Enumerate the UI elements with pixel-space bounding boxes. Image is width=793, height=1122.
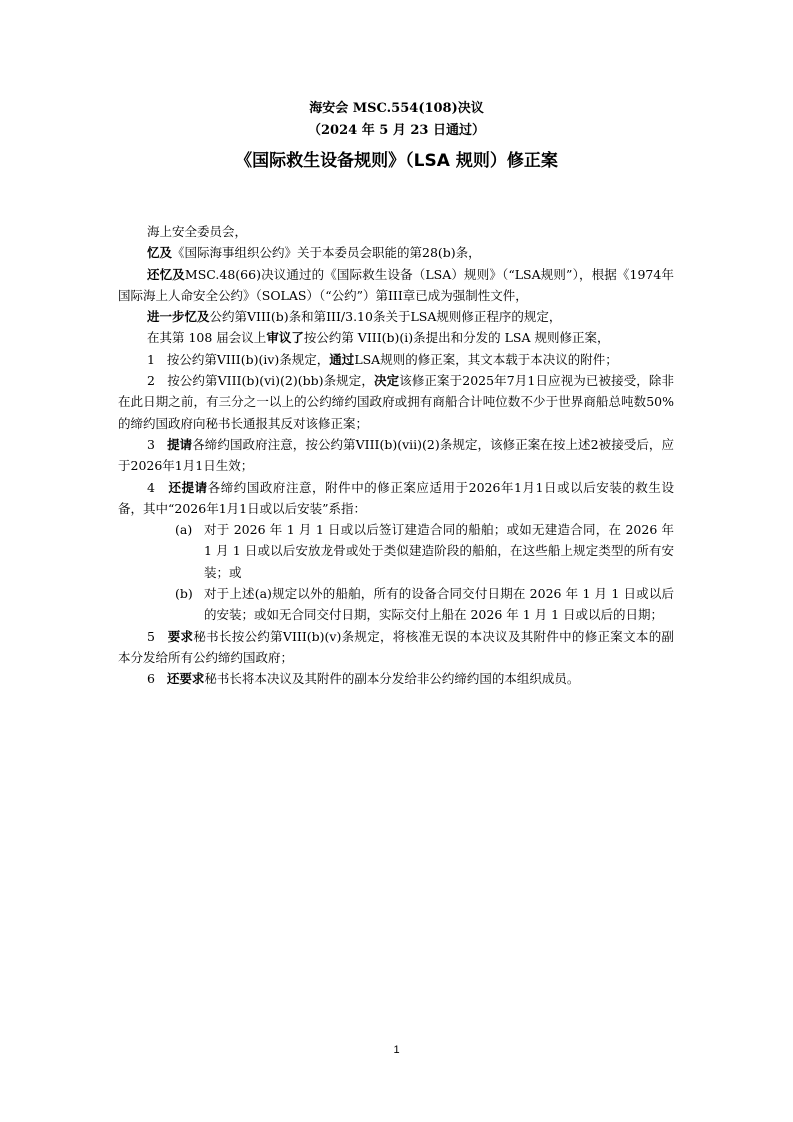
operative-para-3: 3 提请各缔约国政府注意，按公约第VIII(b)(vii)(2)条规定，该修正案在按上述2被接受后，应于2026年1月1日生效； [118, 436, 674, 474]
preamble-considered: 在其第 108 届会议上审议了按公约第 VIII(b)(i)条提出和分发的 LSA 规则修正案， [147, 330, 610, 346]
preamble-recalling-also: 还忆及MSC.48(66)决议通过的《国际救生设备（LSA）规则》（“LSA规则”），根据《1974年国际海上人命安全公约》（SOLAS）（“公约”）第III章已成为强制性文件， [118, 266, 674, 303]
subparagraph-b-label: (b) [175, 586, 193, 602]
operative-para-6: 6 还要求秘书长将本决议及其附件的副本分发给非公约缔约国的本组织成员。 [147, 671, 580, 687]
adoption-date: （2024 年 5 月 23 日通过） [308, 123, 485, 138]
subparagraph-a-label: (a) [175, 522, 193, 538]
operative-para-2: 2 按公约第VIII(b)(vi)(2)(bb)条规定，决定该修正案于2025年7月1日应视为已被接受，除非在此日期之前，有三分之一以上的公约缔约国政府或拥有商船合计吨位数不少于世界商船总吨数50%的缔约国政府向秘书长通报其反对该修正案； [118, 373, 675, 431]
operative-para-1: 1 按公约第VIII(b)(iv)条规定，通过LSA规则的修正案，其文本载于本决议的附件； [147, 351, 618, 367]
operative-para-5: 5 要求秘书长按公约第VIII(b)(v)条规定，将核准无误的本决议及其附件中的修正案文本的副本分发给所有公约缔约国政府； [118, 628, 674, 665]
subparagraph-a-text: 对于 2026 年 1 月 1 日或以后签订建造合同的船舶；或如无建造合同，在 2026 年 1 月 1 日或以后安放龙骨或处于类似建造阶段的船舶，在这些船上规定类型的所有安装；或 [204, 522, 674, 580]
preamble-recalling: 忆及《国际海事组织公约》关于本委员会职能的第28(b)条， [147, 245, 481, 261]
page-number: 1 [393, 1044, 400, 1056]
resolution-number: 海安会 MSC.554(108)决议 [309, 101, 484, 116]
resolution-body [118, 221, 674, 690]
operative-para-4: 4 还提请各缔约国政府注意，附件中的修正案应适用于2026年1月1日或以后安装的救生设备，其中“2026年1月1日或以后安装”系指： [118, 479, 674, 516]
subparagraph-a [118, 519, 674, 583]
subparagraph-b [118, 583, 674, 626]
subparagraph-b-text: 对于上述(a)规定以外的船舶，所有的设备合同交付日期在 2026 年 1 月 1 日或以后的安装；或如无合同交付日期，实际交付上船在 2026 年 1 月 1 日或以后的日期； [204, 586, 674, 623]
document-title: 《国际救生设备规则》（LSA 规则）修正案 [235, 151, 558, 171]
preamble-committee: 海上安全委员会， [147, 224, 248, 239]
preamble-recalling-further: 进一步忆及公约第VIII(b)条和第III/3.10条关于LSA规则修正程序的规定， [147, 309, 562, 325]
